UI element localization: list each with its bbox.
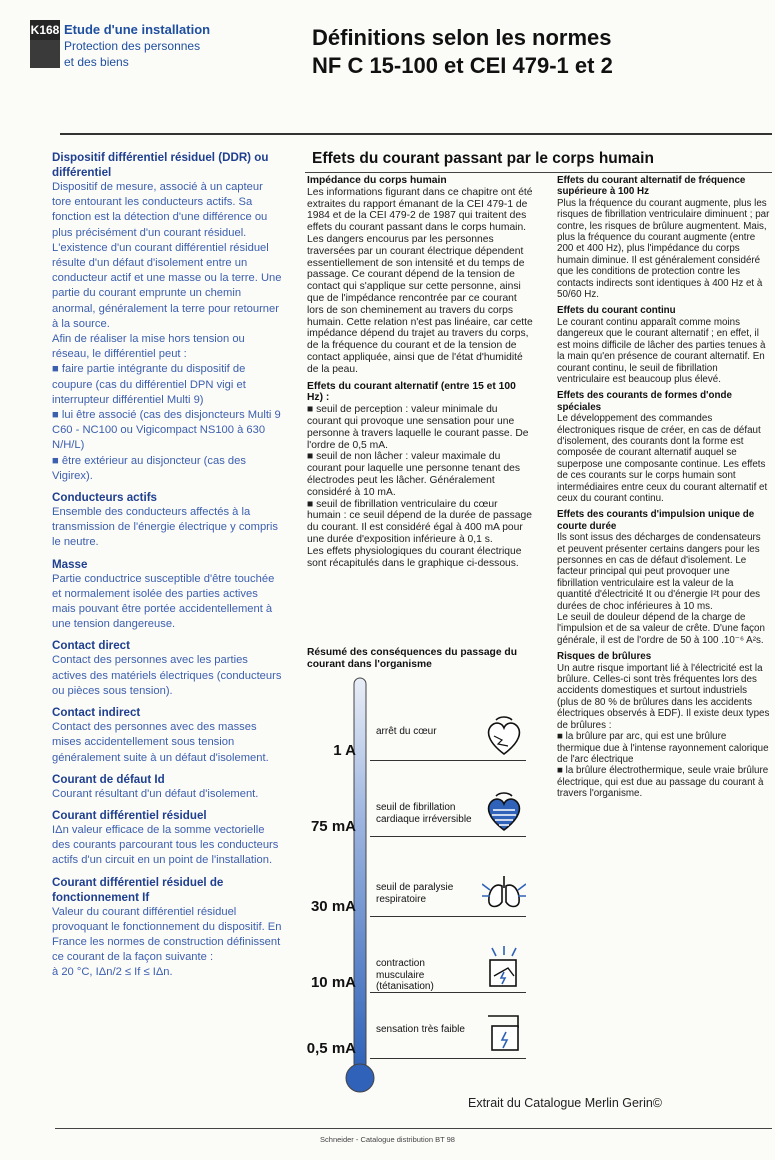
definition-term: Courant de défaut Id: [52, 772, 165, 786]
bottom-rule: [55, 1128, 772, 1129]
catalogue-credit: Extrait du Catalogue Merlin Gerin©: [468, 1096, 663, 1110]
definition-line: à 20 °C, IΔn/2 ≤ If ≤ IΔn.: [52, 966, 173, 979]
paragraph: Le seuil de douleur dépend de la charge de l'impulsion et de sa valeur de crête. D'une façon générale, il est de l'ordre de 50 à 100 .10⁻⁶ A²s.: [557, 612, 765, 646]
definition-line: Partie conductrice susceptible d'être touchée et normalement isolée des parties actives mais pouvant être portée accidentellement à une tension dangereuse.: [52, 572, 275, 631]
paragraph: Plus la fréquence du courant augmente, plus les risques de fibrillation ventriculaire diminuent ; par contre, les risques de brûlure augmentent. Mais, plus la fréquence du courant augmente (entre 200 et 400 Hz), plus l'impédance du corps humain diminue. Il est généralement considéré que les conditions de protection contre les contacts indirects sont identiques à 400 Hz et à 50/60 Hz.: [557, 197, 770, 301]
paragraph: Les informations figurant dans ce chapitre ont été extraites du rapport émanant de la CEI 479-1 de 1984 et de la CEI 479-2 de 1987 qui traitent des effets du courant passant dans le corps humain.: [307, 186, 533, 234]
paragraph: Le courant continu apparaît comme moins dangereux que le courant alternatif ; en effet, il est moins difficile de lâcher des parties tenues à la main qu'en présence de courant alternatif. En courant continu, le seuil de fibrillation ventriculaire est beaucoup plus élevé.: [557, 316, 766, 385]
definition-term: Dispositif différentiel résiduel (DDR) ou différentiel: [52, 151, 269, 179]
subheading: Effets du courant continu: [557, 305, 676, 317]
paragraph: Les dangers encourus par les personnes traversées par un courant électrique dépendent essentiellement de son intensité et du temps de passage. Ce courant dépend de la tension de contact qui s'applique sur cette personne, ainsi que de l'impédance rencontrée par ce courant lors de son cheminement au travers du corps humain. Cette relation n'est pas linéaire, car cette impédance dépend du trajet au travers du corps, de la fréquence du courant et de la tension de contact appliquée, ainsi que de l'état d'humidité de la peau.: [307, 233, 533, 375]
definition-text: [52, 653, 284, 699]
definition-text: [52, 787, 284, 802]
definition-term: Contact indirect: [52, 706, 141, 720]
heart-stop-icon: [482, 714, 526, 758]
definition-text: [52, 180, 284, 484]
definition-term: Courant différentiel résiduel: [52, 808, 207, 822]
definition-term: Contact direct: [52, 639, 130, 653]
definition-text: [52, 720, 284, 766]
definition-item: [52, 808, 284, 869]
page-footer: Schneider - Catalogue distribution BT 98: [320, 1135, 455, 1144]
lungs-icon: [482, 870, 526, 914]
level-divider: [370, 836, 526, 837]
definition-line: Ensemble des conducteurs affectés à la transmission de l'énergie électrique y compris le neutre.: [52, 506, 278, 549]
middle-column: [307, 175, 533, 569]
current-level-value: 1 A: [333, 742, 356, 759]
definition-line: Dispositif de mesure, associé à un capteur tore entourant les conducteurs actifs. Sa fonction est la détection d'une différence ou plus précisément d'un courant résiduel. L'existence d'un courant différentiel résiduel résulte d'un défaut d'isolement entre un conducteur actif et une masse ou la terre. Une partie du courant emprunte un chemin anormal, généralement la terre pour retourner à la source.: [52, 181, 282, 330]
page-title: [312, 24, 762, 80]
definition-item: [52, 772, 284, 802]
subheading: Effets des courants d'impulsion unique de courte durée: [557, 509, 755, 532]
definition-line: Contact des personnes avec les parties actives des matériels électriques (conducteurs ou pièces sous tension).: [52, 654, 282, 697]
definition-item: [52, 705, 284, 766]
paragraph: Le développement des commandes électroniques risque de créer, en cas de défaut d'isolement, des courants dont la forme est composée de courant alternatif auquel se superpose une composante continue. Les effets de ces courants sur le corps humain sont intermédiaires entre ceux du courant alternatif et ceux du courant continu.: [557, 413, 768, 504]
paragraph: ■ seuil de non lâcher : valeur maximale du courant pour laquelle une personne tenant des électrodes peut les lâcher. Généralement considéré à 10 mA.: [307, 451, 520, 498]
paragraph: ■ la brûlure par arc, qui est une brûlure thermique due à l'intense rayonnement calorique de l'arc électrique: [557, 731, 769, 765]
definition-line: Valeur du courant différentiel résiduel provoquant le fonctionnement du dispositif. En France les normes de construction définissent ce courant de la façon suivante :: [52, 905, 282, 964]
section-subtitle-1: Protection des personnes: [64, 39, 201, 53]
definition-line: ■ être extérieur au disjoncteur (cas des Vigirex).: [52, 454, 246, 482]
definition-text: [52, 572, 284, 633]
level-divider: [370, 1058, 526, 1059]
subheading: Effets des courants de formes d'onde spéciales: [557, 390, 732, 413]
hand-contraction-icon: [482, 946, 526, 990]
definition-line: IΔn valeur efficace de la somme vectorielle des courants parcourant tous les conducteurs actifs d'un circuit en un point de l'installation.: [52, 823, 279, 867]
current-level-effect: contraction musculaire (tétanisation): [376, 958, 434, 992]
definition-term: Conducteurs actifs: [52, 491, 158, 505]
right-column: [557, 175, 770, 800]
paragraph: ■ seuil de fibrillation ventriculaire du cœur humain : ce seuil dépend de la durée de passage du courant. Il est considéré égal à 400 mA pour une durée d'exposition inférieure à 0,1 s.: [307, 498, 532, 545]
definition-line: Courant résultant d'un défaut d'isolement.: [52, 787, 259, 800]
section-subtitle-2: et des biens: [64, 55, 129, 69]
definitions-column: [52, 150, 284, 987]
paragraph: Les effets physiologiques du courant électrique sont récapitulés dans le graphique ci-dessous.: [307, 545, 522, 569]
definition-item: [52, 150, 284, 484]
current-level-effect: arrêt du cœur: [376, 726, 437, 737]
thermometer-heading: Résumé des conséquences du passage du courant dans l'organisme: [307, 647, 518, 670]
current-level-value: 75 mA: [310, 818, 356, 835]
definition-term: Courant différentiel résiduel de fonctionnement If: [52, 875, 224, 904]
current-level-effect: seuil de fibrillation cardiaque irréversible: [376, 802, 472, 825]
definition-item: [52, 875, 284, 981]
definition-text: [52, 505, 284, 551]
tag-bar: [30, 40, 60, 68]
definition-line: Contact des personnes avec des masses mises accidentellement sous tension généralement suite à un défaut d'isolement.: [52, 721, 269, 764]
subheading: Effets du courant alternatif (entre 15 et 100 Hz) :: [307, 380, 516, 404]
page-title-line-2: NF C 15-100 et CEI 479-1 et 2: [312, 53, 613, 78]
top-rule: [60, 133, 772, 135]
definition-term: Masse: [52, 557, 88, 571]
definition-item: [52, 490, 284, 551]
current-level-effect: seuil de paralysie respiratoire: [376, 882, 454, 905]
current-level-effect: sensation très faible: [376, 1024, 465, 1035]
section-title: Etude d'une installation: [64, 22, 211, 37]
definition-line: ■ lui être associé (cas des disjoncteurs Multi 9 C60 - NC100 ou Vigicompact NS100 à 630 N/H/L): [52, 409, 281, 452]
section-rule: [305, 172, 772, 173]
definition-line: ■ faire partie intégrante du dispositif de coupure (cas du différentiel DPN vigi et interrupteur différentiel Multi 9): [52, 363, 246, 406]
subheading: Impédance du corps humain: [307, 175, 447, 186]
page-tag: K168: [30, 20, 60, 40]
effects-section-title: Effets du courant passant par le corps humain: [312, 150, 654, 167]
subheading: Risques de brûlures: [557, 651, 652, 663]
heart-fibrillation-icon: [482, 790, 526, 834]
section-header: [64, 22, 264, 70]
level-divider: [370, 916, 526, 917]
definition-item: [52, 557, 284, 633]
definition-text: [52, 905, 284, 981]
definition-item: [52, 638, 284, 699]
subheading: Effets du courant alternatif de fréquence supérieure à 100 Hz: [557, 175, 746, 198]
current-level-value: 10 mA: [310, 974, 356, 991]
paragraph: ■ la brûlure électrothermique, seule vraie brûlure électrique, qui est due au passage du courant à travers l'organisme.: [557, 765, 769, 800]
current-level-value: 30 mA: [310, 898, 356, 915]
level-divider: [370, 992, 526, 993]
paragraph: ■ seuil de perception : valeur minimale du courant qui provoque une sensation pour une personne à travers laquelle le courant passe. De l'ordre de 0,5 mA.: [307, 404, 529, 451]
current-thermometer-diagram: [290, 672, 540, 1102]
page-title-line-1: Définitions selon les normes: [312, 25, 612, 50]
hand-sensation-icon: [482, 1012, 526, 1056]
level-divider: [370, 760, 526, 761]
paragraph: Ils sont issus des décharges de condensateurs et peuvent présenter certains dangers pour les personnes en cas de défaut d'isolement. Le facteur principal qui peut provoquer une fibrillation ventriculaire est la valeur de la quantité d'électricité It ou d'énergie I²t pour des durées de choc inférieures à 10 ms.: [557, 532, 761, 612]
paragraph: Un autre risque important lié à l'électricité est la brûlure. Celles-ci sont très fréquentes lors des accidents domestiques et surtout industriels (plus de 80 % de brûlures dans les accidents électriques observés à EDF). Il existe deux types de brûlures :: [557, 662, 770, 731]
current-level-value: 0,5 mA: [306, 1040, 356, 1057]
definition-line: Afin de réaliser la mise hors tension ou réseau, le différentiel peut :: [52, 333, 245, 361]
definition-text: [52, 823, 284, 869]
